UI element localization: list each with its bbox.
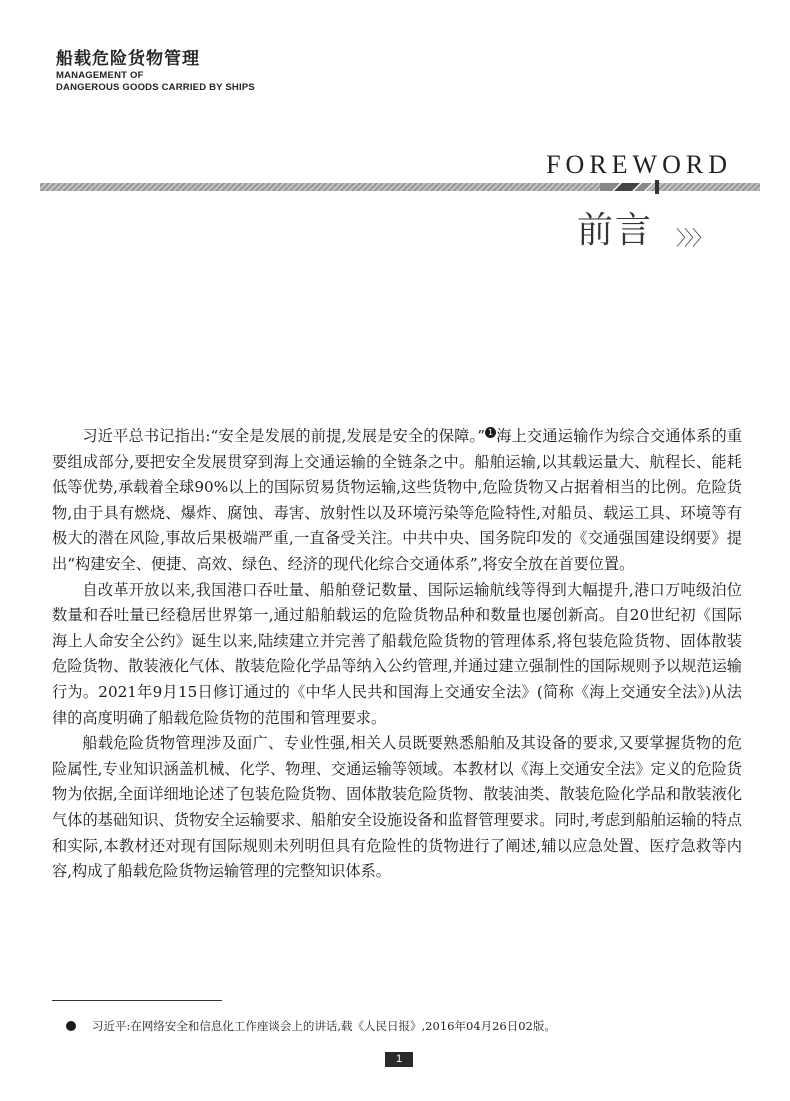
book-title-en-line2: DANGEROUS GOODS CARRIED BY SHIPS — [56, 82, 255, 93]
footnote-divider — [52, 1000, 222, 1001]
book-title-en-line1: MANAGEMENT OF — [56, 70, 144, 81]
book-title-en — [56, 70, 255, 94]
body-text — [52, 424, 742, 885]
page-number: 1 — [385, 1052, 413, 1067]
book-title-cn: 船载危险货物管理 — [56, 49, 200, 69]
paragraph-1-rest: 海上交通运输作为综合交通体系的重要组成部分,要把安全发展贯穿到海上交通运输的全链条之中。船舶运输,以其载运量大、航程长、能耗低等优势,承载着全球90%以上的国际贸易货物运输,这些货物中,危险货物又占据着相当的比例。危险货物,由于具有燃烧、爆炸、腐蚀、毒害、放射性以及环境污染等危险特性,对船员、载运工具、环境等有极大的潜在风险,事故后果极端严重,一直备受关注。中共中央、国务院印发的《交通强国建设纲要》提出“构建安全、便捷、高效、绿色、经济的现代化综合交通体系”,将安全放在首要位置。 — [52, 427, 743, 573]
footnote-marker: 1 — [485, 427, 496, 438]
paragraph-2: 自改革开放以来,我国港口吞吐量、船舶登记数量、国际运输航线等得到大幅提升,港口万吨级泊位数量和吞吐量已经稳居世界第一,通过船舶载运的危险货物品种和数量也屡创新高。自20世纪初《国际海上人命安全公约》诞生以来,陆续建立并完善了船载危险货物的管理体系,将包装危险货物、固体散装危险货物、散装液化气体、散装危险化学品等纳入公约管理,并通过建立强制性的国际规则予以规范运输行为。2021年9月15日修订通过的《中华人民共和国海上交通安全法》(简称《海上交通安全法》)从法律的高度明确了船载危险货物的范围和管理要求。 — [52, 580, 742, 727]
paragraph-1 — [52, 424, 742, 578]
preface-heading-cn: 前言 — [577, 210, 654, 251]
paragraph-3: 船载危险货物管理涉及面广、专业性强,相关人员既要熟悉船舶及其设备的要求,又要掌握货物的危险属性,专业知识涵盖机械、化学、物理、交通运输等领域。本教材以《海上交通安全法》定义的危险货物为依据,全面详细地论述了包装危险货物、固体散装危险货物、散装油类、散装危险化学品和散装液化气体的基础知识、货物安全运输要求、船舶安全设施设备和监督管理要求。同时,考虑到船舶运输的特点和实际,本教材还对现有国际规则未列明但具有危险性的货物进行了阐述,辅以应急处置、医疗急救等内容,构成了船载危险货物运输管理的完整知识体系。 — [52, 734, 742, 881]
chevrons-right-icon: 〉〉〉 — [676, 226, 710, 250]
paragraph-1-quote: 习近平总书记指出:“安全是发展的前提,发展是安全的保障。” — [82, 427, 486, 445]
footnote-bullet-icon — [66, 1021, 76, 1031]
foreword-heading: FOREWORD — [546, 150, 732, 179]
decorative-banner — [40, 180, 760, 194]
footnote-text: 习近平:在网络安全和信息化工作座谈会上的讲话,载《人民日报》,2016年04月26日02版。 — [92, 1019, 556, 1033]
footnote — [66, 1018, 746, 1034]
